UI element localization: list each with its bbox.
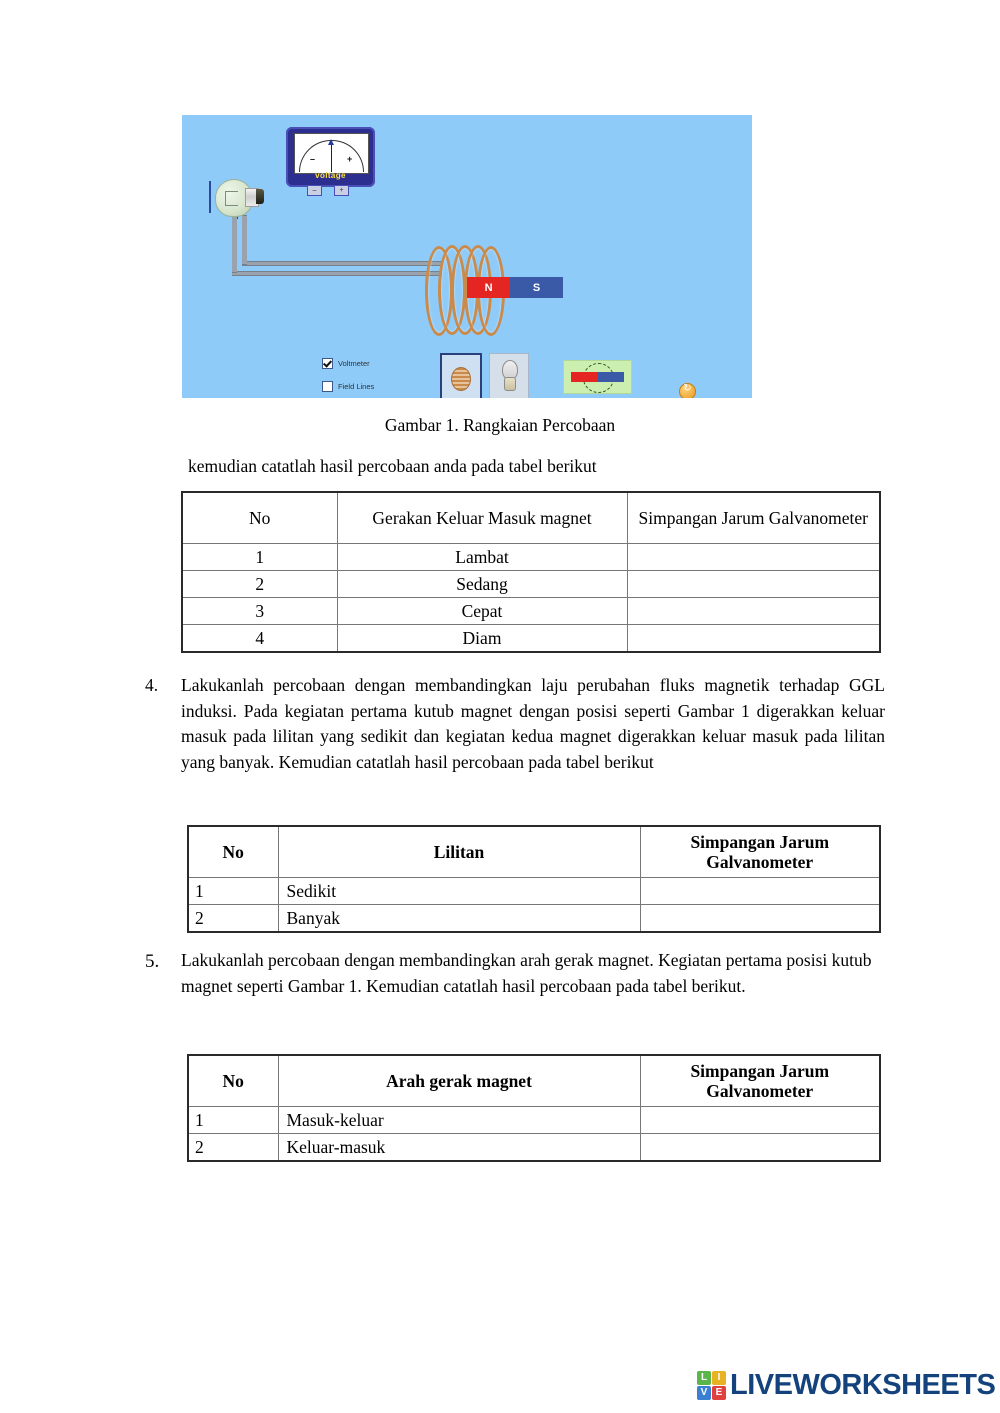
experiment-simulation-figure [182, 115, 752, 398]
checkbox-voltmeter-box[interactable] [322, 358, 333, 369]
results-table-movement-speed [181, 491, 881, 653]
logo-tile-v: V [697, 1386, 711, 1400]
table2-r1-no: 1 [188, 878, 278, 905]
table1-r4-movement: Diam [337, 625, 627, 653]
voltmeter-dial [294, 133, 369, 174]
table2-header-no: No [188, 826, 278, 878]
table3-header-deflection: Simpangan Jarum Galvanometer [640, 1055, 880, 1107]
table1-r2-movement: Sedang [337, 571, 627, 598]
table2-r1-turns: Sedikit [278, 878, 640, 905]
table1-header-no: No [182, 492, 337, 544]
logo-tile-i: I [712, 1371, 726, 1385]
logo-tile-l: L [697, 1371, 711, 1385]
liveworksheets-logo[interactable] [697, 1368, 995, 1402]
table-row [188, 1134, 880, 1162]
table2-header-turns: Lilitan [278, 826, 640, 878]
voltmeter-minus-symbol: – [310, 154, 316, 164]
table-row [182, 598, 880, 625]
wire-lead-lower [232, 271, 442, 276]
table-row [188, 878, 880, 905]
checkbox-field-lines-label: Field Lines [338, 382, 375, 391]
wire-voltmeter-negative [209, 181, 211, 213]
bulb-filament [225, 191, 238, 206]
table2-r1-answer[interactable] [640, 878, 880, 905]
table-row [182, 625, 880, 653]
table3-header-no: No [188, 1055, 278, 1107]
mini-magnet-south [598, 372, 625, 382]
light-bulb[interactable] [215, 177, 261, 217]
table3-r1-answer[interactable] [640, 1107, 880, 1134]
wire-lead-upper [242, 261, 442, 266]
checkbox-field-lines[interactable] [322, 381, 374, 392]
table2-header-deflection: Simpangan Jarum Galvanometer [640, 826, 880, 878]
bar-magnet[interactable] [467, 277, 563, 298]
wire-lead-vertical-a [242, 215, 247, 265]
table1-header-deflection: Simpangan Jarum Galvanometer [627, 492, 880, 544]
table1-r4-no: 4 [182, 625, 337, 653]
voltmeter-plus-symbol: + [347, 154, 353, 164]
instruction-item-5 [145, 948, 885, 999]
item-4-number: 4. [145, 675, 159, 695]
mini-magnet-north [571, 372, 598, 382]
table1-r2-no: 2 [182, 571, 337, 598]
table-header-row [182, 492, 880, 544]
table1-r4-answer[interactable] [627, 625, 880, 653]
magnet-north-pole: N [467, 277, 510, 298]
table2-r2-turns: Banyak [278, 905, 640, 933]
magnet-field-preview-panel[interactable] [563, 360, 632, 394]
coil-thumbnail-icon [451, 367, 471, 391]
table2-r2-no: 2 [188, 905, 278, 933]
results-table-coil-turns [187, 825, 881, 933]
table3-r2-no: 2 [188, 1134, 278, 1162]
voltmeter-needle [331, 140, 332, 172]
item-5-text: Lakukanlah percobaan dengan membandingkan arah gerak magnet. Kegiatan pertama posisi kutub magnet seperti Gambar 1. Kemudian catatlah hasil percobaan pada tabel berikut. [181, 950, 872, 996]
table1-r3-answer[interactable] [627, 598, 880, 625]
results-table-magnet-direction [187, 1054, 881, 1162]
table3-header-direction: Arah gerak magnet [278, 1055, 640, 1107]
instruction-item-4 [145, 673, 885, 776]
item-5-number: 5. [145, 951, 160, 972]
table-row [182, 544, 880, 571]
figure-caption: Gambar 1. Rangkaian Percobaan [384, 415, 616, 435]
table2-r2-answer[interactable] [640, 905, 880, 933]
table-header-row [188, 1055, 880, 1107]
voltmeter-terminal-positive[interactable]: + [334, 185, 349, 196]
liveworksheets-wordmark: LIVEWORKSHEETS [730, 1368, 996, 1401]
checkbox-voltmeter[interactable] [322, 358, 370, 369]
table1-r1-answer[interactable] [627, 544, 880, 571]
logo-tile-e: E [712, 1386, 726, 1400]
voltmeter-terminal-negative[interactable]: – [307, 185, 322, 196]
voltmeter-label: voltage [315, 171, 346, 180]
table3-r1-direction: Masuk-keluar [278, 1107, 640, 1134]
table-row [188, 905, 880, 933]
wire-lead-vertical-b [232, 211, 237, 273]
thumbnail-coil-mode[interactable] [440, 353, 482, 398]
table1-header-movement: Gerakan Keluar Masuk magnet [337, 492, 627, 544]
table1-r3-no: 3 [182, 598, 337, 625]
magnet-south-pole: S [510, 277, 563, 298]
intro-instruction-text: kemudian catatlah hasil percobaan anda pada tabel berikut [188, 456, 597, 476]
voltmeter-device[interactable] [286, 127, 375, 194]
item-4-text: Lakukanlah percobaan dengan membandingkan laju perubahan fluks magnetik terhadap GGL induksi. Pada kegiatan pertama kutub magnet dengan posisi seperti Gambar 1 digerakkan keluar masuk pada lilitan yang sedikit dan kegiatan kedua magnet digerakkan keluar masuk pada lilitan yang banyak. Kemudian catatlah hasil percobaan pada tabel berikut [181, 675, 885, 773]
reset-icon[interactable] [679, 383, 696, 398]
liveworksheets-tiles-icon [697, 1371, 726, 1400]
table3-r2-direction: Keluar-masuk [278, 1134, 640, 1162]
table1-r3-movement: Cepat [337, 598, 627, 625]
bulb-base [256, 189, 264, 204]
table1-r1-no: 1 [182, 544, 337, 571]
table3-r2-answer[interactable] [640, 1134, 880, 1162]
table-row [182, 571, 880, 598]
checkbox-field-lines-box[interactable] [322, 381, 333, 392]
table1-r1-movement: Lambat [337, 544, 627, 571]
checkbox-voltmeter-label: Voltmeter [338, 359, 370, 368]
thumbnail-bulb-mode[interactable] [489, 353, 529, 398]
bulb-thumbnail-base-icon [504, 377, 516, 391]
table3-r1-no: 1 [188, 1107, 278, 1134]
table-row [188, 1107, 880, 1134]
mini-magnet-icon [571, 372, 624, 382]
table-header-row [188, 826, 880, 878]
table1-r2-answer[interactable] [627, 571, 880, 598]
